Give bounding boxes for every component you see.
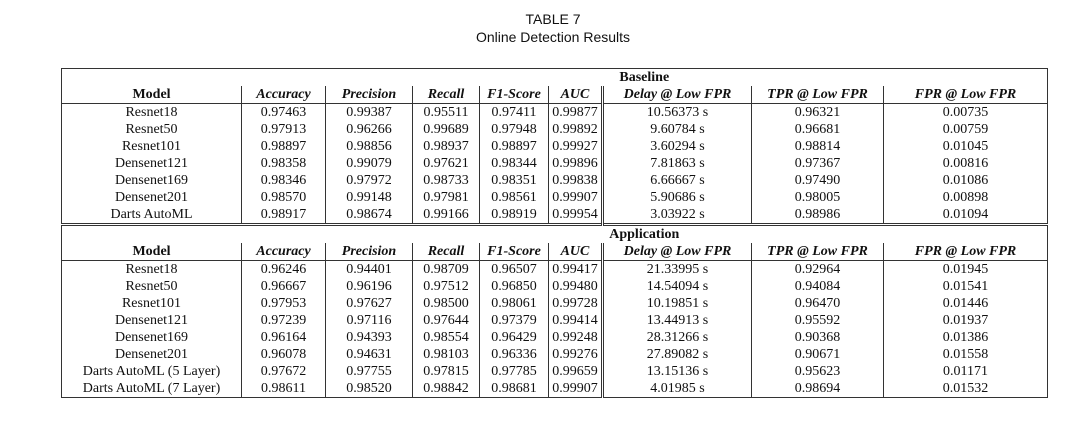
metric-cell-tpr-low-fpr: 0.95623	[752, 363, 884, 380]
table-row	[62, 380, 1048, 398]
metric-cell-delay-low-fpr: 5.90686 s	[603, 189, 752, 206]
table-row	[62, 172, 1048, 189]
metric-cell-auc: 0.99480	[549, 278, 603, 295]
metric-cell-accuracy: 0.98358	[242, 155, 326, 172]
metric-cell-f1-score: 0.98561	[480, 189, 549, 206]
metric-cell-recall: 0.98842	[413, 380, 480, 398]
column-header-precision: Precision	[326, 86, 413, 104]
column-header-recall: Recall	[413, 243, 480, 261]
results-table-body	[62, 69, 1048, 398]
metric-cell-precision: 0.96196	[326, 278, 413, 295]
model-name-cell: Resnet101	[62, 295, 242, 312]
metric-cell-precision: 0.94631	[326, 346, 413, 363]
model-name-cell: Densenet201	[62, 346, 242, 363]
metric-cell-recall: 0.97815	[413, 363, 480, 380]
metric-cell-f1-score: 0.97379	[480, 312, 549, 329]
metric-cell-delay-low-fpr: 4.01985 s	[603, 380, 752, 398]
metric-cell-auc: 0.99892	[549, 121, 603, 138]
column-header-row	[62, 243, 1048, 261]
column-header-tpr-low-fpr: TPR @ Low FPR	[752, 243, 884, 261]
metric-cell-tpr-low-fpr: 0.96470	[752, 295, 884, 312]
metric-cell-f1-score: 0.96429	[480, 329, 549, 346]
metric-cell-accuracy: 0.96164	[242, 329, 326, 346]
metric-cell-recall: 0.97644	[413, 312, 480, 329]
column-header-auc: AUC	[549, 86, 603, 104]
metric-cell-f1-score: 0.98061	[480, 295, 549, 312]
metric-cell-auc: 0.99659	[549, 363, 603, 380]
model-name-cell: Darts AutoML	[62, 206, 242, 225]
model-name-cell: Densenet169	[62, 329, 242, 346]
metric-cell-precision: 0.98674	[326, 206, 413, 225]
metric-cell-f1-score: 0.97411	[480, 104, 549, 122]
column-header-accuracy: Accuracy	[242, 86, 326, 104]
metric-cell-fpr-low-fpr: 0.01045	[884, 138, 1048, 155]
metric-cell-delay-low-fpr: 28.31266 s	[603, 329, 752, 346]
table-row	[62, 206, 1048, 225]
metric-cell-precision: 0.94401	[326, 261, 413, 279]
table-row	[62, 329, 1048, 346]
metric-cell-recall: 0.97512	[413, 278, 480, 295]
metric-cell-accuracy: 0.98611	[242, 380, 326, 398]
model-name-cell: Darts AutoML (7 Layer)	[62, 380, 242, 398]
column-header-tpr-low-fpr: TPR @ Low FPR	[752, 86, 884, 104]
section-title-row	[62, 69, 1048, 87]
metric-cell-auc: 0.99417	[549, 261, 603, 279]
section-title: Application	[242, 225, 1048, 244]
metric-cell-fpr-low-fpr: 0.01558	[884, 346, 1048, 363]
metric-cell-f1-score: 0.96850	[480, 278, 549, 295]
column-header-recall: Recall	[413, 86, 480, 104]
model-name-cell: Densenet201	[62, 189, 242, 206]
metric-cell-recall: 0.97981	[413, 189, 480, 206]
table-row	[62, 312, 1048, 329]
metric-cell-delay-low-fpr: 6.66667 s	[603, 172, 752, 189]
metric-cell-delay-low-fpr: 10.19851 s	[603, 295, 752, 312]
model-name-cell: Resnet18	[62, 104, 242, 122]
metric-cell-precision: 0.96266	[326, 121, 413, 138]
model-name-cell: Densenet121	[62, 155, 242, 172]
metric-cell-tpr-low-fpr: 0.95592	[752, 312, 884, 329]
table-label: TABLE 7	[525, 11, 581, 27]
column-header-auc: AUC	[549, 243, 603, 261]
metric-cell-tpr-low-fpr: 0.97367	[752, 155, 884, 172]
metric-cell-tpr-low-fpr: 0.96321	[752, 104, 884, 122]
metric-cell-precision: 0.97972	[326, 172, 413, 189]
model-name-cell: Resnet50	[62, 121, 242, 138]
metric-cell-f1-score: 0.98919	[480, 206, 549, 225]
metric-cell-delay-low-fpr: 27.89082 s	[603, 346, 752, 363]
column-header-f1-score: F1-Score	[480, 86, 549, 104]
table-title: Online Detection Results	[475, 29, 631, 45]
metric-cell-fpr-low-fpr: 0.01171	[884, 363, 1048, 380]
metric-cell-delay-low-fpr: 14.54094 s	[603, 278, 752, 295]
section-title-spacer	[62, 225, 242, 244]
metric-cell-fpr-low-fpr: 0.00759	[884, 121, 1048, 138]
metric-cell-f1-score: 0.96507	[480, 261, 549, 279]
metric-cell-tpr-low-fpr: 0.98005	[752, 189, 884, 206]
metric-cell-precision: 0.97627	[326, 295, 413, 312]
metric-cell-tpr-low-fpr: 0.98986	[752, 206, 884, 225]
metric-cell-tpr-low-fpr: 0.96681	[752, 121, 884, 138]
metric-cell-delay-low-fpr: 10.56373 s	[603, 104, 752, 122]
model-name-cell: Resnet18	[62, 261, 242, 279]
metric-cell-accuracy: 0.97672	[242, 363, 326, 380]
metric-cell-accuracy: 0.97913	[242, 121, 326, 138]
metric-cell-accuracy: 0.98897	[242, 138, 326, 155]
model-name-cell: Resnet101	[62, 138, 242, 155]
metric-cell-auc: 0.99728	[549, 295, 603, 312]
metric-cell-accuracy: 0.96078	[242, 346, 326, 363]
column-header-model: Model	[62, 243, 242, 261]
metric-cell-fpr-low-fpr: 0.01541	[884, 278, 1048, 295]
model-name-cell: Darts AutoML (5 Layer)	[62, 363, 242, 380]
section-title-spacer	[62, 69, 242, 87]
results-table	[61, 68, 1048, 398]
table-row	[62, 189, 1048, 206]
table-row	[62, 363, 1048, 380]
metric-cell-auc: 0.99927	[549, 138, 603, 155]
table-row	[62, 295, 1048, 312]
metric-cell-recall: 0.98103	[413, 346, 480, 363]
model-name-cell: Resnet50	[62, 278, 242, 295]
metric-cell-auc: 0.99248	[549, 329, 603, 346]
model-name-cell: Densenet121	[62, 312, 242, 329]
metric-cell-delay-low-fpr: 3.60294 s	[603, 138, 752, 155]
metric-cell-accuracy: 0.97463	[242, 104, 326, 122]
metric-cell-recall: 0.98500	[413, 295, 480, 312]
metric-cell-auc: 0.99896	[549, 155, 603, 172]
metric-cell-precision: 0.99148	[326, 189, 413, 206]
metric-cell-delay-low-fpr: 13.15136 s	[603, 363, 752, 380]
metric-cell-tpr-low-fpr: 0.92964	[752, 261, 884, 279]
model-name-cell: Densenet169	[62, 172, 242, 189]
metric-cell-precision: 0.98856	[326, 138, 413, 155]
metric-cell-f1-score: 0.97785	[480, 363, 549, 380]
metric-cell-fpr-low-fpr: 0.01446	[884, 295, 1048, 312]
metric-cell-f1-score: 0.98351	[480, 172, 549, 189]
metric-cell-fpr-low-fpr: 0.00735	[884, 104, 1048, 122]
column-header-precision: Precision	[326, 243, 413, 261]
metric-cell-fpr-low-fpr: 0.00898	[884, 189, 1048, 206]
metric-cell-f1-score: 0.96336	[480, 346, 549, 363]
metric-cell-tpr-low-fpr: 0.94084	[752, 278, 884, 295]
column-header-delay-low-fpr: Delay @ Low FPR	[603, 243, 752, 261]
metric-cell-precision: 0.99387	[326, 104, 413, 122]
metric-cell-tpr-low-fpr: 0.98814	[752, 138, 884, 155]
metric-cell-recall: 0.98937	[413, 138, 480, 155]
metric-cell-accuracy: 0.98346	[242, 172, 326, 189]
metric-cell-recall: 0.99166	[413, 206, 480, 225]
metric-cell-recall: 0.99689	[413, 121, 480, 138]
metric-cell-accuracy: 0.96246	[242, 261, 326, 279]
metric-cell-delay-low-fpr: 3.03922 s	[603, 206, 752, 225]
metric-cell-recall: 0.95511	[413, 104, 480, 122]
metric-cell-delay-low-fpr: 7.81863 s	[603, 155, 752, 172]
metric-cell-precision: 0.99079	[326, 155, 413, 172]
table-row	[62, 104, 1048, 122]
metric-cell-tpr-low-fpr: 0.97490	[752, 172, 884, 189]
metric-cell-recall: 0.98733	[413, 172, 480, 189]
metric-cell-precision: 0.98520	[326, 380, 413, 398]
metric-cell-fpr-low-fpr: 0.01086	[884, 172, 1048, 189]
table-row	[62, 278, 1048, 295]
metric-cell-delay-low-fpr: 13.44913 s	[603, 312, 752, 329]
metric-cell-auc: 0.99414	[549, 312, 603, 329]
metric-cell-tpr-low-fpr: 0.98694	[752, 380, 884, 398]
section-title-row	[62, 225, 1048, 244]
table-row	[62, 121, 1048, 138]
metric-cell-auc: 0.99907	[549, 380, 603, 398]
metric-cell-auc: 0.99877	[549, 104, 603, 122]
column-header-row	[62, 86, 1048, 104]
section-title: Baseline	[242, 69, 1048, 87]
metric-cell-recall: 0.98554	[413, 329, 480, 346]
table-row	[62, 155, 1048, 172]
column-header-delay-low-fpr: Delay @ Low FPR	[603, 86, 752, 104]
column-header-f1-score: F1-Score	[480, 243, 549, 261]
metric-cell-tpr-low-fpr: 0.90671	[752, 346, 884, 363]
metric-cell-auc: 0.99907	[549, 189, 603, 206]
metric-cell-precision: 0.94393	[326, 329, 413, 346]
metric-cell-fpr-low-fpr: 0.01386	[884, 329, 1048, 346]
metric-cell-recall: 0.97621	[413, 155, 480, 172]
table-row	[62, 138, 1048, 155]
metric-cell-recall: 0.98709	[413, 261, 480, 279]
metric-cell-tpr-low-fpr: 0.90368	[752, 329, 884, 346]
metric-cell-delay-low-fpr: 9.60784 s	[603, 121, 752, 138]
column-header-fpr-low-fpr: FPR @ Low FPR	[884, 243, 1048, 261]
metric-cell-delay-low-fpr: 21.33995 s	[603, 261, 752, 279]
metric-cell-precision: 0.97116	[326, 312, 413, 329]
metric-cell-accuracy: 0.96667	[242, 278, 326, 295]
metric-cell-auc: 0.99838	[549, 172, 603, 189]
table-row	[62, 261, 1048, 279]
metric-cell-accuracy: 0.97239	[242, 312, 326, 329]
metric-cell-f1-score: 0.98344	[480, 155, 549, 172]
metric-cell-accuracy: 0.98917	[242, 206, 326, 225]
metric-cell-auc: 0.99954	[549, 206, 603, 225]
metric-cell-fpr-low-fpr: 0.01532	[884, 380, 1048, 398]
metric-cell-fpr-low-fpr: 0.01945	[884, 261, 1048, 279]
column-header-accuracy: Accuracy	[242, 243, 326, 261]
metric-cell-auc: 0.99276	[549, 346, 603, 363]
metric-cell-fpr-low-fpr: 0.01094	[884, 206, 1048, 225]
metric-cell-f1-score: 0.97948	[480, 121, 549, 138]
table-row	[62, 346, 1048, 363]
metric-cell-accuracy: 0.98570	[242, 189, 326, 206]
column-header-fpr-low-fpr: FPR @ Low FPR	[884, 86, 1048, 104]
column-header-model: Model	[62, 86, 242, 104]
metric-cell-precision: 0.97755	[326, 363, 413, 380]
metric-cell-f1-score: 0.98897	[480, 138, 549, 155]
metric-cell-fpr-low-fpr: 0.00816	[884, 155, 1048, 172]
metric-cell-fpr-low-fpr: 0.01937	[884, 312, 1048, 329]
metric-cell-f1-score: 0.98681	[480, 380, 549, 398]
metric-cell-accuracy: 0.97953	[242, 295, 326, 312]
